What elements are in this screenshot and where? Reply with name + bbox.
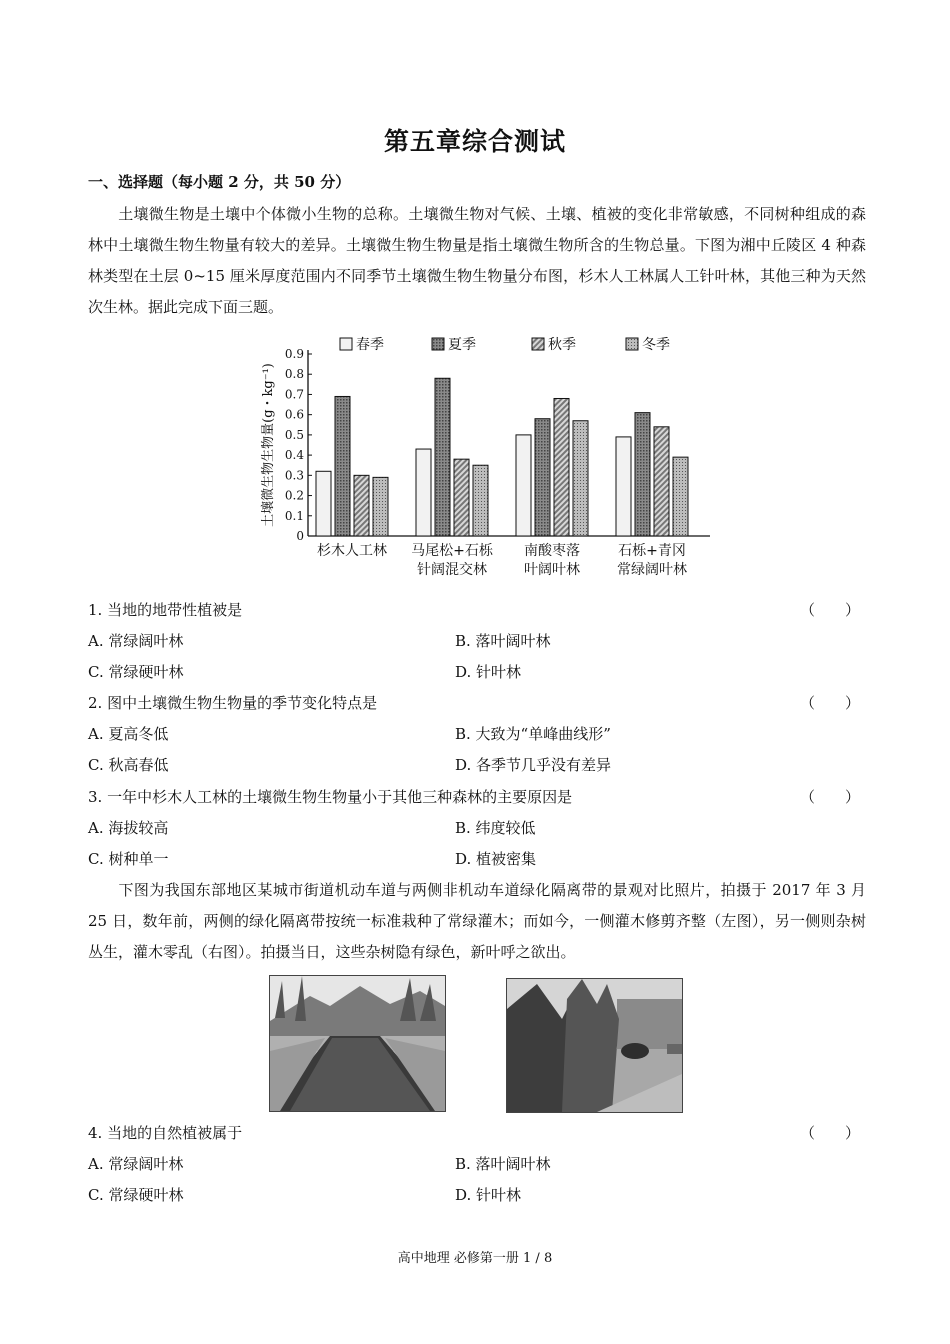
option-d[interactable]: D. 植被密集	[455, 850, 537, 868]
bar-春季-0	[316, 471, 331, 536]
question-stem: 3. 一年中杉木人工林的土壤微生物生物量小于其他三种森林的主要原因是	[88, 788, 573, 806]
option-a[interactable]: A. 常绿阔叶林	[88, 1155, 184, 1173]
x-category-label-line2: 叶阔叶林	[524, 562, 580, 578]
x-category-label: 杉木人工林	[317, 543, 387, 559]
bar-夏季-3	[635, 413, 650, 536]
x-category-label-line2: 针阔混交林	[417, 562, 487, 578]
option-c[interactable]: C. 秋高春低	[88, 756, 169, 774]
y-axis-label: 土壤微生物生物量(g・kg⁻¹)	[261, 363, 276, 527]
intro-paragraph-2	[88, 875, 866, 968]
y-tick-label: 0.7	[284, 387, 304, 402]
bar-夏季-1	[435, 378, 450, 536]
bar-冬季-0	[373, 477, 388, 536]
option-a[interactable]: A. 常绿阔叶林	[88, 632, 184, 650]
bar-chart	[250, 330, 720, 585]
legend-swatch	[532, 338, 544, 350]
option-c[interactable]: C. 常绿硬叶林	[88, 1186, 184, 1204]
legend-swatch	[340, 338, 352, 350]
answer-blank: （ ）	[800, 694, 861, 712]
x-category-label: 南酸枣落	[524, 543, 580, 559]
y-tick-label: 0.4	[284, 448, 304, 463]
bar-夏季-0	[335, 396, 350, 536]
answer-blank: （ ）	[800, 601, 861, 619]
option-d[interactable]: D. 各季节几乎没有差异	[455, 756, 612, 774]
y-tick-label: 0.2	[284, 488, 304, 503]
bar-春季-3	[616, 437, 631, 536]
option-d[interactable]: D. 针叶林	[455, 663, 522, 681]
y-tick-label: 0.5	[284, 427, 304, 442]
x-category-label-line2: 常绿阔叶林	[617, 562, 687, 578]
page-footer: 高中地理 必修第一册 1 / 8	[397, 1251, 553, 1266]
bar-春季-1	[416, 449, 431, 536]
y-tick-label: 0.1	[284, 508, 304, 523]
bar-春季-2	[516, 435, 531, 536]
bar-冬季-1	[473, 465, 488, 536]
bar-秋季-2	[554, 398, 569, 536]
answer-blank: （ ）	[800, 1124, 861, 1142]
question-stem: 2. 图中土壤微生物生物量的季节变化特点是	[88, 694, 378, 712]
legend-swatch	[626, 338, 638, 350]
option-b[interactable]: B. 落叶阔叶林	[455, 632, 551, 650]
legend-label: 春季	[356, 337, 384, 353]
question-stem: 4. 当地的自然植被属于	[88, 1124, 243, 1142]
option-c[interactable]: C. 常绿硬叶林	[88, 663, 184, 681]
x-category-label: 马尾松+石栎	[411, 543, 493, 559]
intro-text-2: 下图为我国东部地区某城市街道机动车道与两侧非机动车道绿化隔离带的景观对比照片，拍摄于 2017 年 3 月 25 日，数年前，两侧的绿化隔离带按统一标准栽种了常绿灌木；而如今，一侧灌木修剪齐整（左图），另一侧则杂树丛生，灌木零乱（右图）。拍摄当日，这些杂树隐有绿色，新叶呼之欲出。	[88, 881, 866, 961]
option-a[interactable]: A. 夏高冬低	[88, 725, 169, 743]
y-tick-label: 0	[296, 529, 304, 543]
bar-秋季-3	[654, 427, 669, 536]
y-tick-label: 0.3	[284, 468, 304, 483]
legend-label: 秋季	[548, 337, 576, 353]
photo-left-trimmed-shrubs	[269, 975, 446, 1112]
y-tick-label: 0.9	[284, 347, 304, 361]
option-d[interactable]: D. 针叶林	[455, 1186, 522, 1204]
option-b[interactable]: B. 大致为“单峰曲线形”	[455, 725, 611, 743]
bar-秋季-0	[354, 475, 369, 536]
bar-夏季-2	[535, 419, 550, 536]
option-c[interactable]: C. 树种单一	[88, 850, 169, 868]
y-tick-label: 0.8	[284, 367, 304, 382]
option-b[interactable]: B. 落叶阔叶林	[455, 1155, 551, 1173]
x-category-label: 石栎+青冈	[618, 543, 686, 559]
page-title: 第五章综合测试	[383, 127, 566, 156]
bar-秋季-1	[454, 459, 469, 536]
intro-paragraph-1	[88, 199, 866, 323]
y-tick-label: 0.6	[284, 407, 304, 422]
legend-label: 冬季	[642, 337, 670, 353]
option-a[interactable]: A. 海拔较高	[88, 819, 169, 837]
answer-blank: （ ）	[800, 788, 861, 806]
photo-right-messy-shrubs	[506, 978, 683, 1113]
section-heading: 一、选择题（每小题 2 分，共 50 分）	[88, 173, 351, 191]
option-b[interactable]: B. 纬度较低	[455, 819, 536, 837]
legend-label: 夏季	[448, 337, 476, 353]
intro-text-1: 土壤微生物是土壤中个体微小生物的总称。土壤微生物对气候、土壤、植被的变化非常敏感，不同树种组成的森林中土壤微生物生物量有较大的差异。土壤微生物生物量是指土壤微生物所含的生物总量。下图为湘中丘陵区 4 种森林类型在土层 0~15 厘米厚度范围内不同季节土壤微生物生物量分布图，杉木人工林属人工针叶林，其他三种为天然次生林。据此完成下面三题。	[88, 205, 866, 316]
bar-冬季-2	[573, 421, 588, 536]
legend-swatch	[432, 338, 444, 350]
bar-冬季-3	[673, 457, 688, 536]
question-stem: 1. 当地的地带性植被是	[88, 601, 243, 619]
